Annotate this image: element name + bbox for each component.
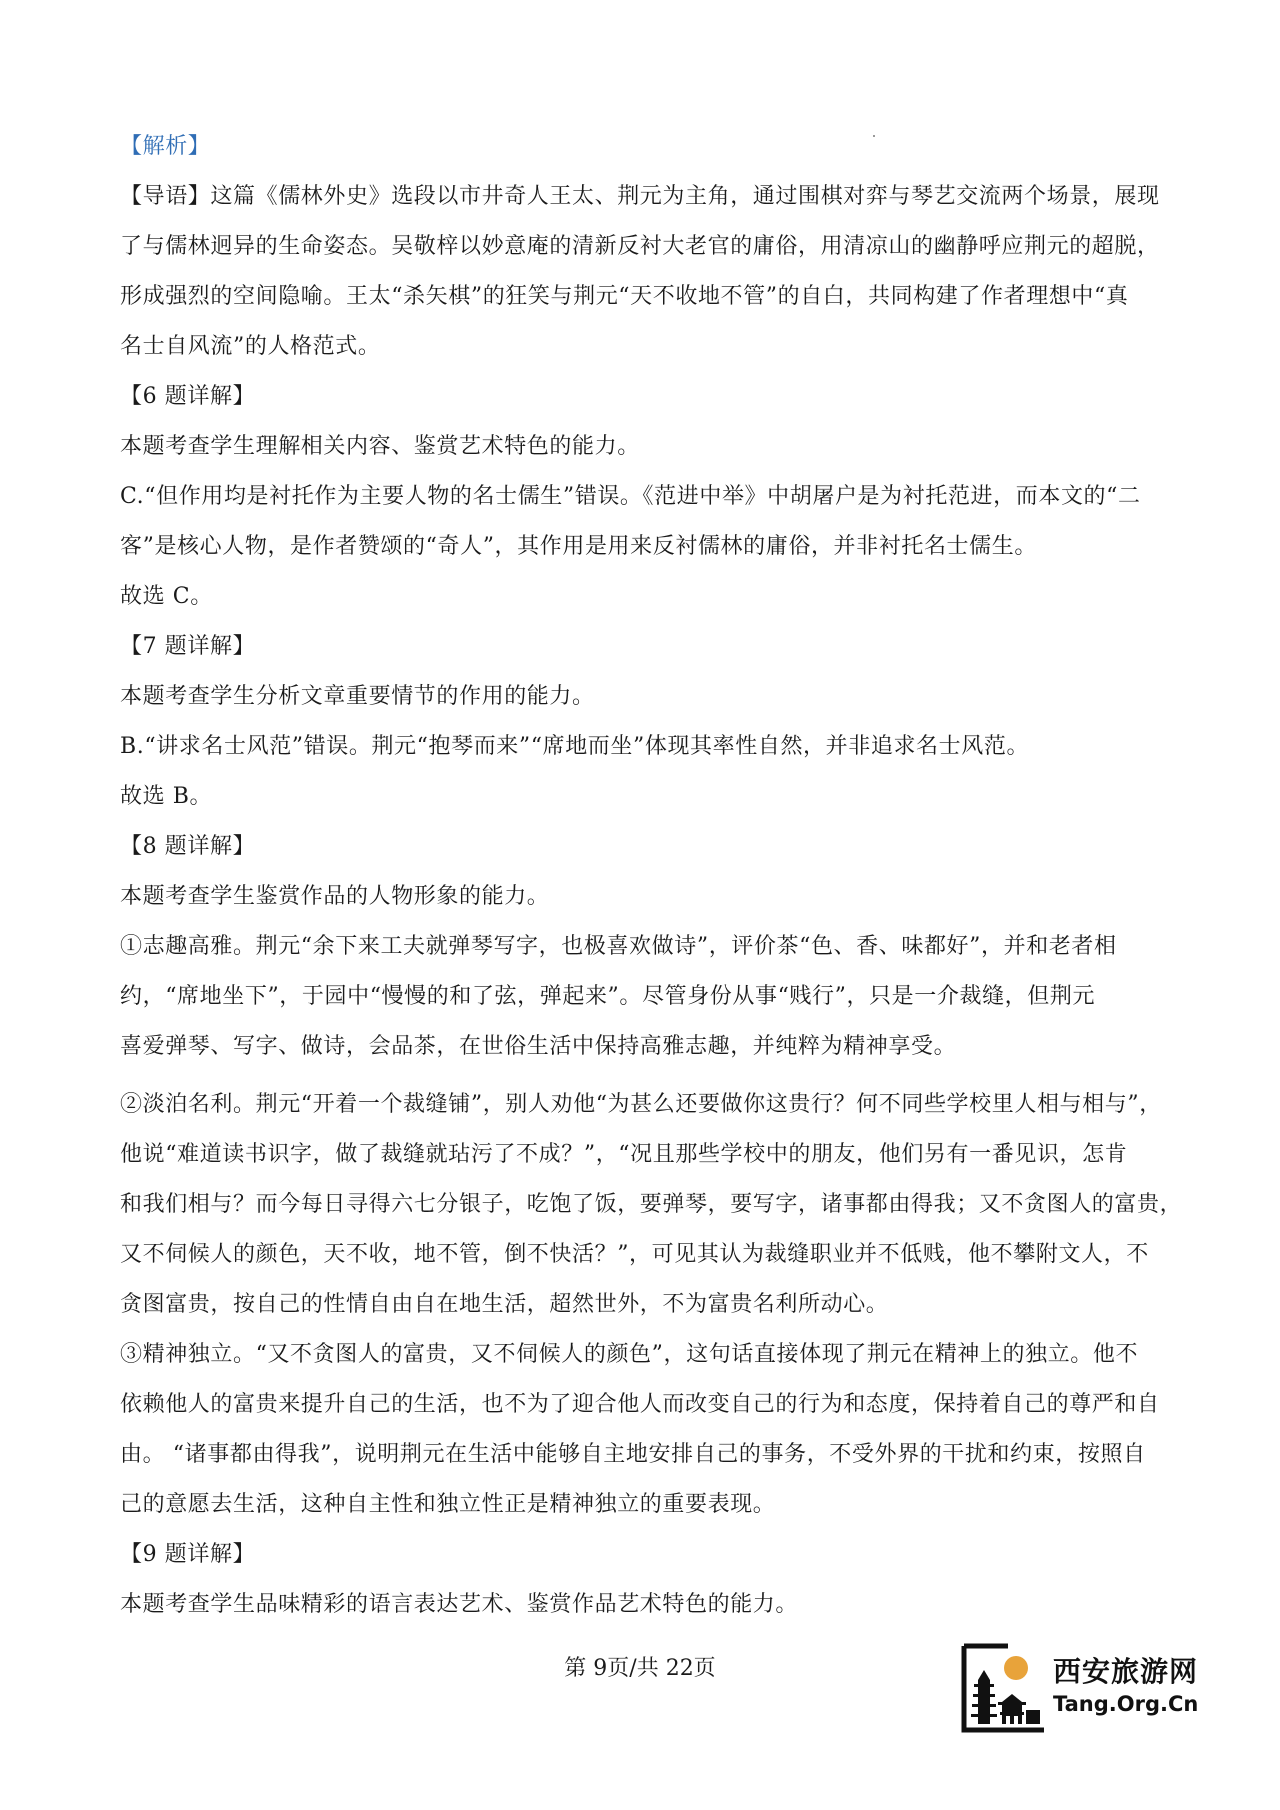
answer-line: 故选 B。 — [120, 784, 213, 809]
text-line: ①志趣高雅。荆元“余下来工夫就弹琴写字，也极喜欢做诗”，评价茶“色、香、味都好”，并和老者相 — [120, 934, 1117, 959]
text-line: 喜爱弹琴、写字、做诗，会品茶，在世俗生活中保持高雅志趣，并纯粹为精神享受。 — [120, 1034, 957, 1059]
text-line: C.“但作用均是衬托作为主要人物的名士儒生”错误。《范进中举》中胡屠户是为衬托范进，而本文的“二 — [120, 484, 1141, 509]
text-line: 名士自风流”的人格范式。 — [120, 334, 381, 359]
text-line: 依赖他人的富贵来提升自己的生活，也不为了迎合他人而改变自己的行为和态度，保持着自己的尊严和自 — [120, 1392, 1160, 1417]
analysis-heading: 【解析】 — [120, 134, 211, 159]
question-7-heading: 【7 题详解】 — [120, 634, 256, 659]
text-line: B.“讲求名士风范”错误。荆元“抱琴而来”“席地而坐”体现其率性自然，并非追求名士风范。 — [120, 734, 1030, 759]
page-number-footer: 第 9页/共 22页 — [564, 1656, 716, 1681]
watermark-logo — [958, 1640, 1208, 1736]
text-line: 由。 “诸事都由得我”，说明荆元在生活中能够自主地安排自己的事务，不受外界的干扰和约束，按照自 — [120, 1442, 1146, 1467]
text-line: 客”是核心人物，是作者赞颂的“奇人”，其作用是用来反衬儒林的庸俗，并非衬托名士儒生。 — [120, 534, 1037, 559]
text-line: ③精神独立。“又不贪图人的富贵，又不伺候人的颜色”，这句话直接体现了荆元在精神上的独立。他不 — [120, 1342, 1139, 1367]
question-6-heading: 【6 题详解】 — [120, 384, 256, 409]
question-8-heading: 【8 题详解】 — [120, 834, 256, 859]
text-line: 了与儒林迥异的生命姿态。吴敬梓以妙意庵的清新反衬大老官的庸俗，用清凉山的幽静呼应荆元的超脱， — [120, 234, 1160, 259]
text-line: 和我们相与？而今每日寻得六七分银子，吃饱了饭，要弹琴，要写字，诸事都由得我；又不贪图人的富贵， — [120, 1192, 1183, 1217]
text-line: 约，“席地坐下”，于园中“慢慢的和了弦，弹起来”。尽管身份从事“贱行”，只是一介裁缝，但荆元 — [120, 984, 1096, 1009]
text-line: 本题考查学生理解相关内容、鉴赏艺术特色的能力。 — [120, 434, 640, 459]
text-line: 本题考查学生鉴赏作品的人物形象的能力。 — [120, 884, 550, 909]
text-line: ②淡泊名利。荆元“开着一个裁缝铺”，别人劝他“为甚么还要做你这贵行？何不同些学校里人相与相与”， — [120, 1092, 1162, 1117]
text-line: 又不伺候人的颜色，天不收，地不管，倒不快活？”，可见其认为裁缝职业并不低贱，他不攀附文人，不 — [120, 1242, 1149, 1267]
question-9-heading: 【9 题详解】 — [120, 1542, 256, 1567]
text-line: 贪图富贵，按自己的性情自由自在地生活，超然世外，不为富贵名利所动心。 — [120, 1292, 889, 1317]
answer-line: 故选 C。 — [120, 584, 213, 609]
logo-name-cn: 西安旅游网 — [1053, 1655, 1199, 1688]
text-line: 形成强烈的空间隐喻。王太“杀矢棋”的狂笑与荆元“天不收地不管”的自白，共同构建了作者理想中“真 — [120, 284, 1129, 309]
text-line: 他说“难道读书识字，做了裁缝就玷污了不成？”，“况且那些学校中的朋友，他们另有一番见识，怎肯 — [120, 1142, 1128, 1167]
pagoda-sun-logo-icon — [958, 1640, 1050, 1736]
text-line: 本题考查学生分析文章重要情节的作用的能力。 — [120, 684, 595, 709]
text-line: 本题考查学生品味精彩的语言表达艺术、鉴赏作品艺术特色的能力。 — [120, 1592, 799, 1617]
logo-name-en: Tang.Org.Cn — [1053, 1692, 1199, 1716]
text-line: 己的意愿去生活，这种自主性和独立性正是精神独立的重要表现。 — [120, 1492, 776, 1517]
text-line: 【导语】这篇《儒林外史》选段以市井奇人王太、荆元为主角，通过围棋对弈与琴艺交流两个场景，展现 — [120, 184, 1160, 209]
